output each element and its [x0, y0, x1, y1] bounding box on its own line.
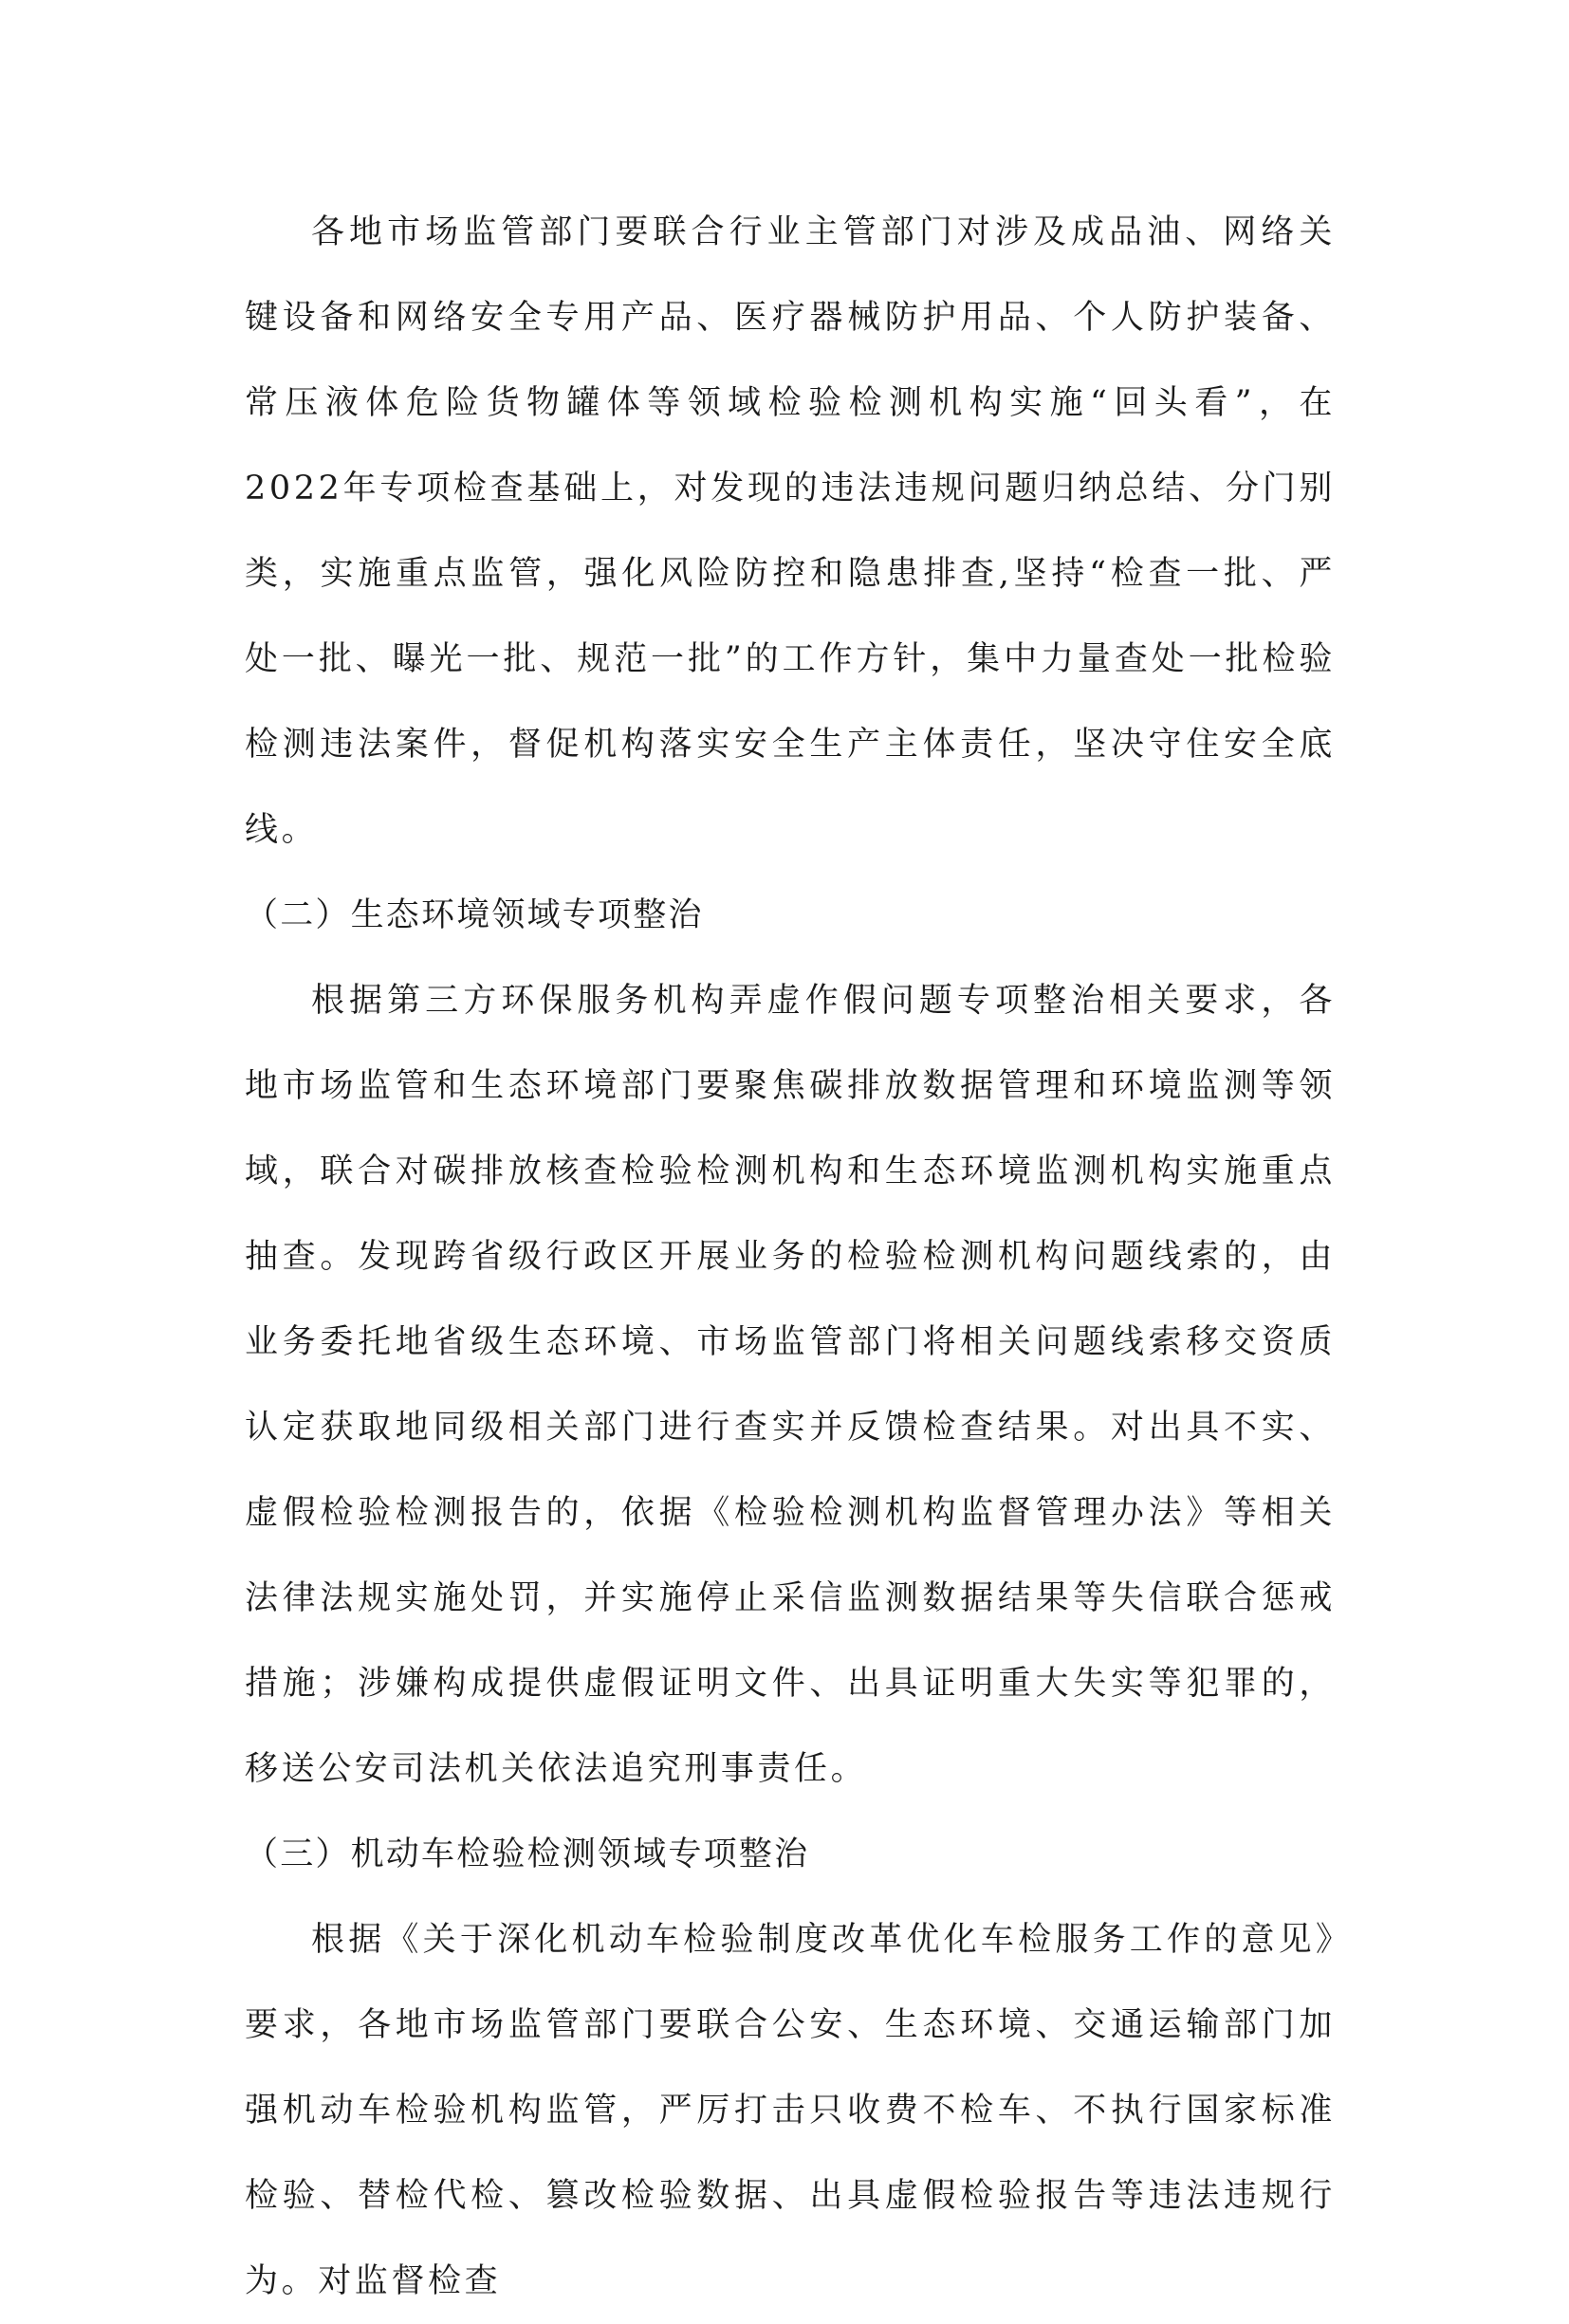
section-heading-ecology: （二）生态环境领域专项整治	[245, 896, 704, 934]
paragraph-inspection-review: 各地市场监管部门要联合行业主管部门对涉及成品油、网络关键设备和网络安全专用产品、医疗器械防护用品、个人防护装备、常压液体危险货物罐体等领域检验检测机构实施“回头看”，在2022年专项检查基础上，对发现的违法违规问题归纳总结、分门别类，实施重点监管，强化风险防控和隐患排查,坚持“检查一批、严处一批、曝光一批、规范一批”的工作方针，集中力量查处一批检验检测违法案件，督促机构落实安全生产主体责任，坚决守住安全底线。	[245, 213, 1336, 849]
paragraph-ecology: 根据第三方环保服务机构弄虚作假问题专项整治相关要求，各地市场监管和生态环境部门要聚焦碳排放数据管理和环境监测等领域，联合对碳排放核查检验检测机构和生态环境监测机构实施重点抽查。发现跨省级行政区开展业务的检验检测机构问题线索的，由业务委托地省级生态环境、市场监管部门将相关问题线索移交资质认定获取地同级相关部门进行查实并反馈检查结果。对出具不实、虚假检验检测报告的，依据《检验检测机构监督管理办法》等相关法律法规实施处罚，并实施停止采信监测数据结果等失信联合惩戒措施；涉嫌构成提供虚假证明文件、出具证明重大失实等犯罪的，移送公安司法机关依法追究刑事责任。	[245, 982, 1336, 1788]
document-body	[245, 190, 1336, 2324]
section-heading-vehicle: （三）机动车检验检测领域专项整治	[245, 1835, 810, 1873]
paragraph-vehicle: 根据《关于深化机动车检验制度改革优化车检服务工作的意见》要求，各地市场监管部门要联合公安、生态环境、交通运输部门加强机动车检验机构监管，严厉打击只收费不检车、不执行国家标准检验、替检代检、篡改检验数据、出具虚假检验报告等违法违规行为。对监督检查	[245, 1921, 1336, 2300]
